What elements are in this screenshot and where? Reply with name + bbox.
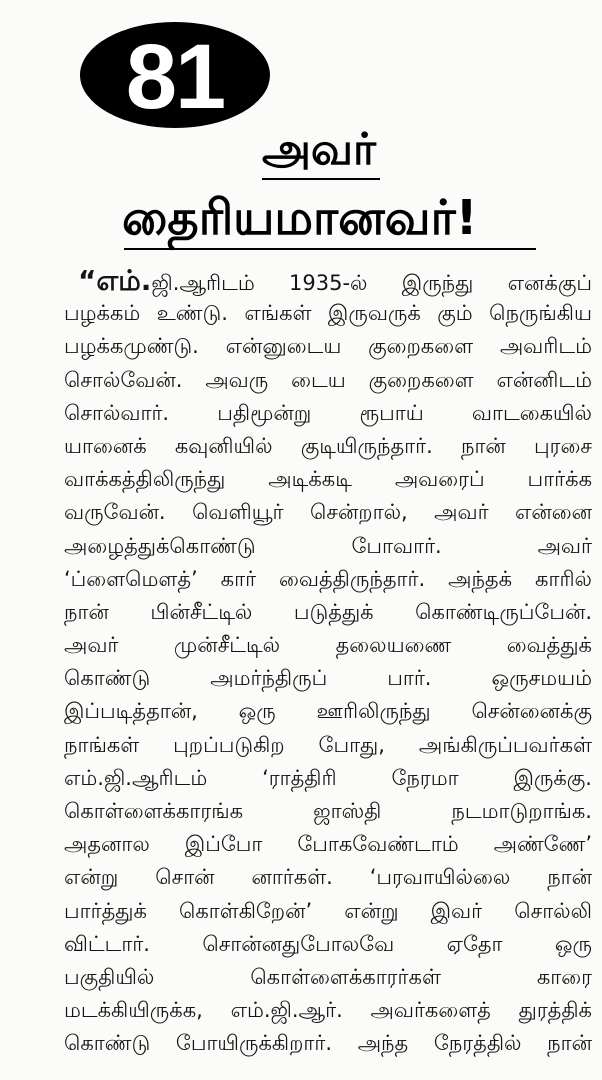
body-line: அவர் முன்சீட்டில் தலையணை வைத்துக் xyxy=(64,633,592,658)
body-line: சொல்வார். பதிமூன்று ரூபாய் வாடகையில் xyxy=(64,400,592,425)
body-line: பார்த்துக் கொள்கிறேன்’ என்று இவர் சொல்லி xyxy=(64,898,592,923)
title-underline-1 xyxy=(262,178,380,180)
chapter-number-badge xyxy=(80,22,270,128)
body-line: பழக்கமுண்டு. என்னுடைய குறைகளை அவரிடம் xyxy=(64,334,592,359)
body-line: வருவேன். வெளியூர் சென்றால், அவர் என்னை xyxy=(64,500,592,525)
body-line: கொள்ளைக்காரங்க ஜாஸ்தி நடமாடுறாங்க. xyxy=(64,799,592,823)
body-paragraph xyxy=(64,264,592,1061)
body-line-text: ஜி.ஆரிடம் 1935-ல் இருந்து எனக்குப் xyxy=(151,271,592,295)
body-line: என்று சொன் னார்கள். ‘பரவாயில்லை நான் xyxy=(64,865,592,890)
body-line: யானைக் கவுனியில் குடியிருந்தார். நான் புரசை xyxy=(64,433,592,458)
body-line xyxy=(64,264,592,297)
chapter-title-line-2: தைரியமானவர்! xyxy=(122,190,478,246)
chapter-number: 81 xyxy=(125,26,225,128)
chapter-title-line-1: அவர் xyxy=(262,124,376,175)
body-line: பகுதியில் கொள்ளைக்காரர்கள் காரை xyxy=(64,964,592,989)
body-line: பழக்கம் உண்டு. எங்கள் இருவருக் கும் நெருங்கிய xyxy=(64,301,592,326)
body-line: அதனால இப்போ போகவேண்டாம் அண்ணே’ xyxy=(64,832,592,857)
body-line: சொல்வேன். அவரு டைய குறைகளை என்னிடம் xyxy=(64,367,592,392)
body-line: இப்படித்தான், ஒரு ஊரிலிருந்து சென்னைக்கு xyxy=(64,699,592,724)
body-line: எம்.ஜி.ஆரிடம் ‘ராத்திரி நேரமா இருக்கு. xyxy=(64,765,592,790)
body-line: நான் பின்சீட்டில் படுத்துக் கொண்டிருப்பேன். xyxy=(64,599,592,624)
body-line: மடக்கியிருக்க, எம்.ஜி.ஆர். அவர்களைத் துரத்திக் xyxy=(64,998,592,1023)
body-line: நாங்கள் புறப்படுகிற போது, அங்கிருப்பவர்கள் xyxy=(64,732,592,757)
body-line: அழைத்துக்கொண்டு போவார். அவர் xyxy=(64,533,592,558)
body-line: வாக்கத்திலிருந்து அடிக்கடி அவரைப் பார்க்க xyxy=(64,467,592,492)
body-line: ‘ப்ளைமௌத்’ கார் வைத்திருந்தார். அந்தக் காரில் xyxy=(64,566,592,591)
body-line: விட்டார். சொன்னதுபோலவே ஏதோ ஒரு xyxy=(64,931,592,956)
lead-in-text: “எம். xyxy=(78,264,152,297)
title-underline-2 xyxy=(124,248,536,250)
body-line: கொண்டு போயிருக்கிறார். அந்த நேரத்தில் நான் xyxy=(64,1031,592,1056)
body-line: கொண்டு அமர்ந்திருப் பார். ஒருசமயம் xyxy=(64,666,592,691)
